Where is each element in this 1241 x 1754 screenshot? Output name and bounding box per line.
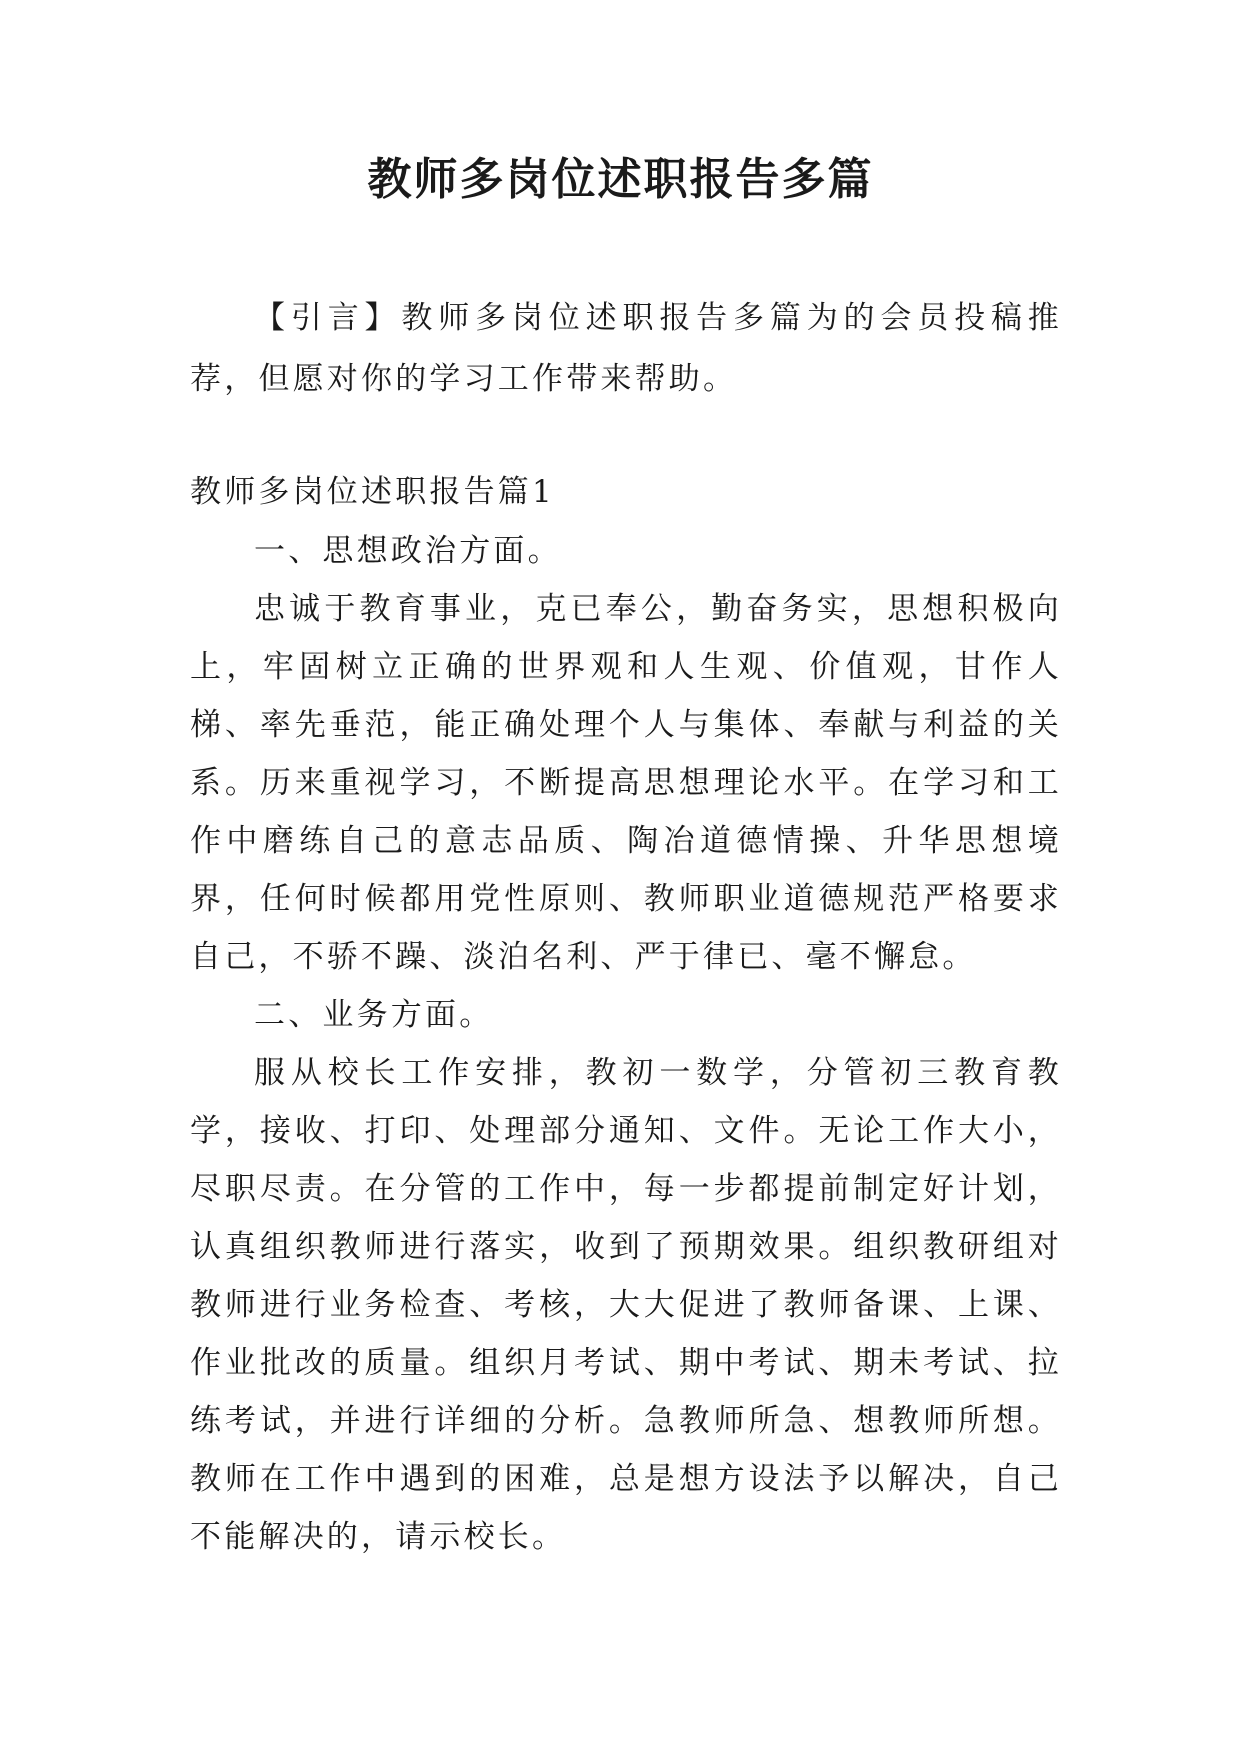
- body-paragraphs: [190, 522, 1062, 1566]
- document-title: 教师多岗位述职报告多篇: [367, 154, 874, 205]
- section-heading: 教师多岗位述职报告篇1: [190, 474, 555, 510]
- paragraph-business-body: 服从校长工作安排，教初一数学，分管初三教育教学，接收、打印、处理部分通知、文件。无论工作大小，尽职尽责。在分管的工作中，每一步都提前制定好计划，认真组织教师进行落实，收到了预期效果。组织教研组对教师进行业务检查、考核，大大促进了教师备课、上课、作业批改的质量。组织月考试、期中考试、期未考试、拉练考试，并进行详细的分析。急教师所急、想教师所想。教师在工作中遇到的困难，总是想方设法予以解决，自己不能解决的，请示校长。: [190, 1055, 1062, 1555]
- intro-paragraph: 【引言】教师多岗位述职报告多篇为的会员投稿推荐，但愿对你的学习工作带来帮助。: [190, 300, 1062, 397]
- paragraph-ideology-body: 忠诚于教育事业，克已奉公，勤奋务实，思想积极向上，牢固树立正确的世界观和人生观、价值观，甘作人梯、率先垂范，能正确处理个人与集体、奉献与利益的关系。历来重视学习，不断提高思想理论水平。在学习和工作中磨练自己的意志品质、陶冶道德情操、升华思想境界，任何时候都用党性原则、教师职业道德规范严格要求自己，不骄不躁、淡泊名利、严于律已、毫不懈怠。: [190, 591, 1062, 975]
- paragraph-ideology-heading: 一、思想政治方面。: [254, 533, 562, 569]
- paragraph-business-heading: 二、业务方面。: [254, 997, 494, 1033]
